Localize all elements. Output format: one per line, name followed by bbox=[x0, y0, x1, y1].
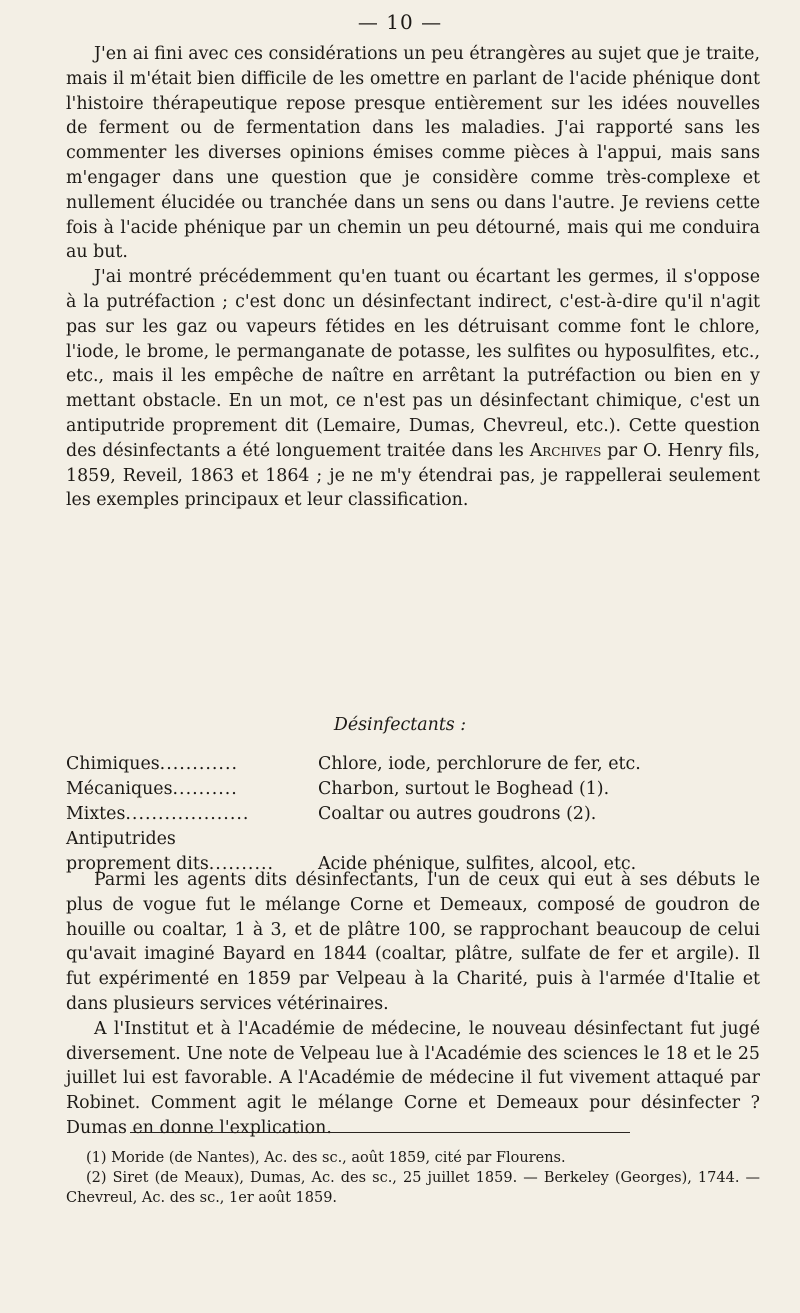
classification-row bbox=[66, 802, 760, 827]
classification-row bbox=[66, 752, 760, 777]
classification-table bbox=[66, 752, 760, 877]
category-label: Antiputrides proprement dits.......... bbox=[66, 829, 275, 874]
paragraph-1: J'en ai fini avec ces considérations un peu étrangères au sujet que je traite, mais il m'était bien difficile de les omettre en parlant de l'acide phénique dont l'histoire thérapeutique repose presque entièrement sur les idées nouvelles de ferment ou de fermentation dans les maladies. J'ai rapporté sans les commenter les diverses opinions émises comme pièces à l'appui, mais sans m'engager dans une question que je considère comme très-complexe et nullement élucidée ou tranchée dans un sens ou dans l'autre. Je reviens cette fois à l'acide phénique par un chemin un peu détourné, mais qui me conduira au but. bbox=[66, 44, 760, 263]
archives-title: Archives bbox=[529, 440, 602, 461]
category-label: Chimiques............ bbox=[66, 754, 239, 774]
category-agents: Coaltar ou autres goudrons (2). bbox=[318, 804, 597, 824]
category-label: Mixtes................... bbox=[66, 804, 250, 824]
category-agents: Chlore, iode, perchlorure de fer, etc. bbox=[318, 754, 641, 774]
footnote-divider bbox=[130, 1132, 630, 1133]
paragraph-4: A l'Institut et à l'Académie de médecine, le nouveau désinfectant fut jugé diversement. Une note de Velpeau lue à l'Académie des sciences le 18 et le 25 juillet lui est favorable. A l'Académie de médecine il fut vivement attaqué par Robinet. Comment agit le mélange Corne et Demeaux pour désinfecter ? Dumas en donne l'explication. bbox=[66, 1018, 760, 1138]
classification-row bbox=[66, 777, 760, 802]
classification-title: Désinfectants : bbox=[333, 715, 467, 735]
paragraph-2-main: J'ai montré précédemment qu'en tuant ou écartant les germes, il s'oppose à la putréfaction ; c'est donc un désinfectant indirect, c'est-à-dire qu'il n'agit pas sur les gaz ou vapeurs fétides en les détruisant comme font le chlore, l'iode, le brome, le permanganate de potasse, les sulfites ou hyposulfites, etc., etc., mais il les empêche de naître en arrêtant la putréfaction ou bien en y mettant obstacle. En un mot, ce n'est pas un désinfectant chimique, c'est un antiputride proprement dit (Lemaire, Dumas, Chevreul, etc.). Cette question des désinfectants a été longuement traitée dans les bbox=[66, 267, 760, 461]
paragraph-2 bbox=[66, 265, 760, 513]
category-label: Mécaniques.......... bbox=[66, 779, 238, 799]
paragraph-3: Parmi les agents dits désinfectants, l'un de ceux qui eut à ses débuts le plus de vogue fut le mélange Corne et Demeaux, composé de goudron de houille ou coaltar, 1 à 3, et de plâtre 100, se rapprochant beaucoup de celui qu'avait imaginé Bayard en 1844 (coaltar, plâtre, sulfate de fer et argile). Il fut expérimenté en 1859 par Velpeau à la Charité, puis à l'armée d'Italie et dans plusieurs services vétérinaires. bbox=[66, 870, 760, 1014]
main-text-top bbox=[66, 42, 760, 513]
footnote-2: (2) Siret (de Meaux), Dumas, Ac. des sc., 25 juillet 1859. — Berkeley (Georges), 1744. — Chevreul, Ac. des sc., 1er août 1859. bbox=[66, 1170, 760, 1206]
paragraph-2-end: par O. Henry fils, 1859, Reveil, 1863 et 1864 ; je ne m'y étendrai pas, je rappellerai seulement les exemples principaux et leur classification. bbox=[66, 440, 760, 511]
category-agents: Charbon, surtout le Boghead (1). bbox=[318, 779, 610, 799]
category-agents: Acide phénique, sulfites, alcool, etc. bbox=[318, 854, 637, 874]
page-number: — 10 — bbox=[357, 10, 443, 34]
footnote-1: (1) Moride (de Nantes), Ac. des sc., août 1859, cité par Flourens. bbox=[86, 1150, 566, 1166]
footnotes bbox=[66, 1148, 760, 1208]
main-text-bottom bbox=[66, 868, 760, 1141]
